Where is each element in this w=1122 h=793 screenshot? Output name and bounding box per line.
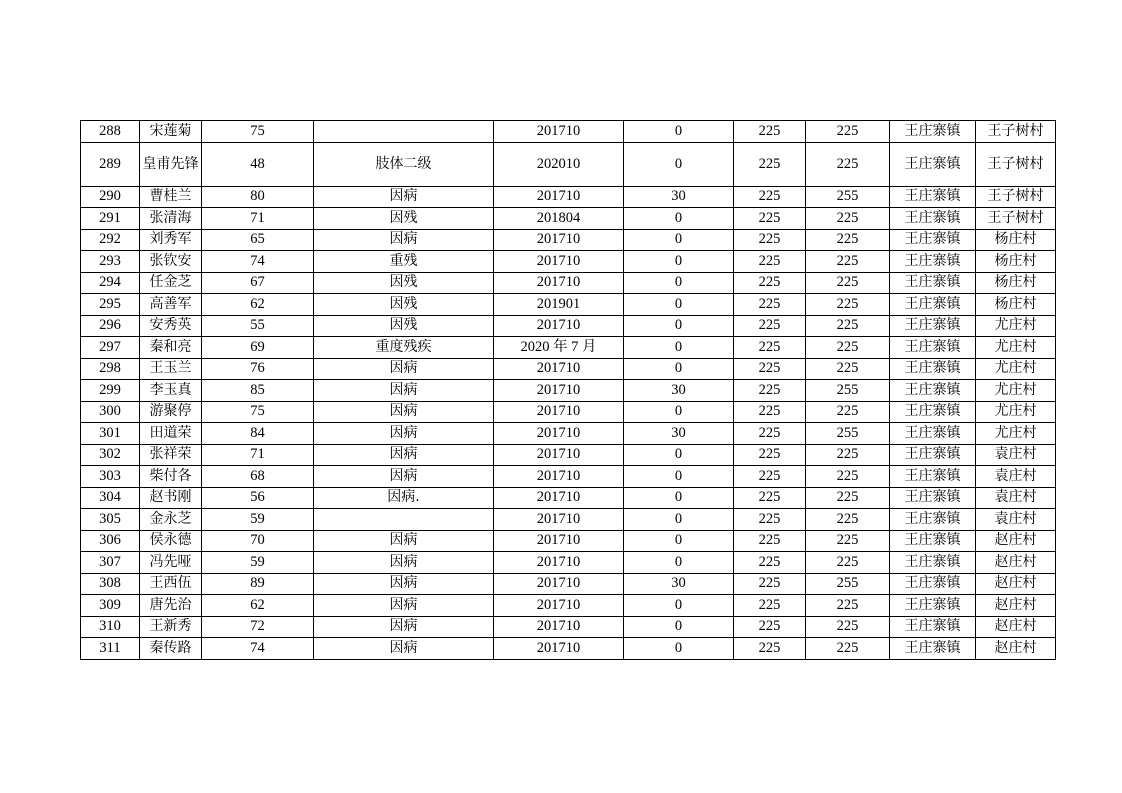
cell-village: 尤庄村 (976, 315, 1056, 337)
cell-town: 王庄寨镇 (890, 487, 976, 509)
cell-village: 尤庄村 (976, 358, 1056, 380)
cell-age: 71 (202, 444, 314, 466)
cell-age: 74 (202, 251, 314, 273)
cell-total: 225 (806, 509, 890, 531)
cell-name: 李玉真 (140, 380, 202, 402)
cell-age: 80 (202, 186, 314, 208)
cell-town: 王庄寨镇 (890, 595, 976, 617)
cell-subsidy-extra: 0 (624, 530, 734, 552)
cell-age: 62 (202, 294, 314, 316)
cell-town: 王庄寨镇 (890, 229, 976, 251)
cell-name: 秦传路 (140, 638, 202, 660)
cell-name: 侯永德 (140, 530, 202, 552)
cell-reason: 因残 (314, 208, 494, 230)
cell-start-date: 201710 (494, 595, 624, 617)
cell-subsidy-extra: 0 (624, 315, 734, 337)
cell-total: 255 (806, 380, 890, 402)
cell-age: 75 (202, 121, 314, 143)
cell-town: 王庄寨镇 (890, 380, 976, 402)
cell-age: 71 (202, 208, 314, 230)
cell-subsidy-extra: 0 (624, 142, 734, 186)
cell-total: 225 (806, 616, 890, 638)
cell-index: 306 (81, 530, 140, 552)
cell-subsidy-extra: 30 (624, 380, 734, 402)
cell-name: 赵书刚 (140, 487, 202, 509)
cell-index: 303 (81, 466, 140, 488)
cell-name: 曹桂兰 (140, 186, 202, 208)
cell-start-date: 201710 (494, 530, 624, 552)
table-row (81, 595, 1056, 617)
cell-town: 王庄寨镇 (890, 466, 976, 488)
table-row (81, 315, 1056, 337)
cell-village: 赵庄村 (976, 530, 1056, 552)
cell-total: 255 (806, 423, 890, 445)
cell-town: 王庄寨镇 (890, 272, 976, 294)
cell-total: 225 (806, 552, 890, 574)
cell-village: 尤庄村 (976, 337, 1056, 359)
cell-subsidy-extra: 0 (624, 638, 734, 660)
table-row (81, 616, 1056, 638)
cell-start-date: 201710 (494, 423, 624, 445)
cell-index: 296 (81, 315, 140, 337)
cell-index: 294 (81, 272, 140, 294)
cell-start-date: 201901 (494, 294, 624, 316)
cell-total: 255 (806, 573, 890, 595)
cell-village: 赵庄村 (976, 552, 1056, 574)
cell-age: 67 (202, 272, 314, 294)
cell-total: 255 (806, 186, 890, 208)
cell-town: 王庄寨镇 (890, 142, 976, 186)
cell-total: 225 (806, 208, 890, 230)
cell-subsidy-base: 225 (734, 530, 806, 552)
cell-start-date: 201710 (494, 573, 624, 595)
cell-village: 赵庄村 (976, 638, 1056, 660)
cell-age: 62 (202, 595, 314, 617)
cell-reason (314, 509, 494, 531)
cell-reason: 因病 (314, 530, 494, 552)
table-row (81, 444, 1056, 466)
cell-name: 唐先治 (140, 595, 202, 617)
cell-town: 王庄寨镇 (890, 552, 976, 574)
table-row (81, 401, 1056, 423)
cell-subsidy-extra: 0 (624, 208, 734, 230)
cell-age: 56 (202, 487, 314, 509)
table-row (81, 552, 1056, 574)
cell-town: 王庄寨镇 (890, 358, 976, 380)
cell-name: 柴付各 (140, 466, 202, 488)
cell-name: 任金芝 (140, 272, 202, 294)
cell-subsidy-base: 225 (734, 423, 806, 445)
cell-index: 308 (81, 573, 140, 595)
table-row (81, 294, 1056, 316)
cell-reason: 重度残疾 (314, 337, 494, 359)
cell-name: 王西伍 (140, 573, 202, 595)
cell-reason: 因病 (314, 552, 494, 574)
cell-village: 赵庄村 (976, 616, 1056, 638)
cell-town: 王庄寨镇 (890, 638, 976, 660)
cell-index: 295 (81, 294, 140, 316)
cell-town: 王庄寨镇 (890, 251, 976, 273)
cell-subsidy-base: 225 (734, 358, 806, 380)
cell-subsidy-extra: 0 (624, 509, 734, 531)
cell-subsidy-base: 225 (734, 444, 806, 466)
cell-index: 311 (81, 638, 140, 660)
cell-start-date: 201710 (494, 509, 624, 531)
cell-start-date: 201710 (494, 380, 624, 402)
cell-index: 299 (81, 380, 140, 402)
cell-village: 尤庄村 (976, 423, 1056, 445)
table-row (81, 186, 1056, 208)
cell-name: 游聚停 (140, 401, 202, 423)
cell-subsidy-extra: 0 (624, 337, 734, 359)
cell-index: 290 (81, 186, 140, 208)
cell-subsidy-base: 225 (734, 186, 806, 208)
cell-subsidy-base: 225 (734, 573, 806, 595)
cell-village: 王子树村 (976, 121, 1056, 143)
cell-total: 225 (806, 401, 890, 423)
cell-town: 王庄寨镇 (890, 337, 976, 359)
cell-subsidy-base: 225 (734, 142, 806, 186)
cell-town: 王庄寨镇 (890, 423, 976, 445)
cell-subsidy-extra: 0 (624, 294, 734, 316)
cell-total: 225 (806, 466, 890, 488)
cell-name: 田道荣 (140, 423, 202, 445)
cell-total: 225 (806, 530, 890, 552)
cell-village: 尤庄村 (976, 401, 1056, 423)
cell-town: 王庄寨镇 (890, 121, 976, 143)
cell-subsidy-extra: 0 (624, 251, 734, 273)
cell-village: 王子树村 (976, 208, 1056, 230)
cell-total: 225 (806, 272, 890, 294)
table-row (81, 208, 1056, 230)
cell-start-date: 202010 (494, 142, 624, 186)
cell-subsidy-extra: 30 (624, 186, 734, 208)
cell-name: 高善军 (140, 294, 202, 316)
cell-town: 王庄寨镇 (890, 186, 976, 208)
cell-subsidy-base: 225 (734, 380, 806, 402)
cell-village: 杨庄村 (976, 229, 1056, 251)
cell-town: 王庄寨镇 (890, 509, 976, 531)
cell-index: 298 (81, 358, 140, 380)
cell-town: 王庄寨镇 (890, 573, 976, 595)
cell-index: 307 (81, 552, 140, 574)
cell-subsidy-base: 225 (734, 272, 806, 294)
table-row (81, 530, 1056, 552)
cell-subsidy-extra: 0 (624, 229, 734, 251)
cell-age: 74 (202, 638, 314, 660)
table-row (81, 142, 1056, 186)
cell-age: 72 (202, 616, 314, 638)
cell-reason: 因病 (314, 616, 494, 638)
cell-reason: 因病 (314, 595, 494, 617)
cell-reason: 因病 (314, 380, 494, 402)
cell-index: 300 (81, 401, 140, 423)
table-row (81, 423, 1056, 445)
cell-town: 王庄寨镇 (890, 616, 976, 638)
cell-index: 305 (81, 509, 140, 531)
cell-village: 袁庄村 (976, 509, 1056, 531)
cell-subsidy-base: 225 (734, 509, 806, 531)
cell-reason: 因病 (314, 401, 494, 423)
cell-subsidy-base: 225 (734, 121, 806, 143)
cell-reason: 因病 (314, 573, 494, 595)
cell-subsidy-base: 225 (734, 208, 806, 230)
cell-reason: 因残 (314, 294, 494, 316)
cell-subsidy-extra: 0 (624, 466, 734, 488)
table-row (81, 272, 1056, 294)
cell-reason: 因病 (314, 186, 494, 208)
cell-total: 225 (806, 251, 890, 273)
cell-village: 王子树村 (976, 186, 1056, 208)
cell-subsidy-base: 225 (734, 466, 806, 488)
records-table (80, 120, 1056, 660)
cell-town: 王庄寨镇 (890, 294, 976, 316)
cell-reason: 因病. (314, 487, 494, 509)
cell-name: 秦和亮 (140, 337, 202, 359)
cell-subsidy-base: 225 (734, 401, 806, 423)
cell-village: 袁庄村 (976, 444, 1056, 466)
cell-subsidy-base: 225 (734, 638, 806, 660)
cell-start-date: 201710 (494, 272, 624, 294)
cell-start-date: 201710 (494, 251, 624, 273)
cell-total: 225 (806, 444, 890, 466)
cell-start-date: 201804 (494, 208, 624, 230)
cell-start-date: 201710 (494, 358, 624, 380)
table-row (81, 337, 1056, 359)
cell-age: 69 (202, 337, 314, 359)
cell-total: 225 (806, 121, 890, 143)
cell-village: 袁庄村 (976, 487, 1056, 509)
cell-age: 68 (202, 466, 314, 488)
cell-name: 冯先哑 (140, 552, 202, 574)
table-row (81, 229, 1056, 251)
cell-total: 225 (806, 294, 890, 316)
cell-reason: 重残 (314, 251, 494, 273)
cell-town: 王庄寨镇 (890, 315, 976, 337)
cell-total: 225 (806, 229, 890, 251)
cell-index: 304 (81, 487, 140, 509)
cell-name: 刘秀军 (140, 229, 202, 251)
cell-index: 310 (81, 616, 140, 638)
table-row (81, 487, 1056, 509)
cell-reason: 因病 (314, 358, 494, 380)
cell-name: 皇甫先锋 (140, 142, 202, 186)
cell-subsidy-extra: 30 (624, 573, 734, 595)
cell-subsidy-base: 225 (734, 315, 806, 337)
cell-subsidy-base: 225 (734, 595, 806, 617)
cell-town: 王庄寨镇 (890, 530, 976, 552)
cell-total: 225 (806, 487, 890, 509)
table-row (81, 251, 1056, 273)
cell-start-date: 2020 年 7 月 (494, 337, 624, 359)
cell-start-date: 201710 (494, 638, 624, 660)
table-row (81, 638, 1056, 660)
cell-village: 赵庄村 (976, 595, 1056, 617)
table-body (81, 121, 1056, 660)
cell-total: 225 (806, 315, 890, 337)
cell-index: 291 (81, 208, 140, 230)
cell-total: 225 (806, 595, 890, 617)
cell-subsidy-extra: 0 (624, 121, 734, 143)
cell-reason: 因残 (314, 315, 494, 337)
cell-reason: 因病 (314, 229, 494, 251)
table-row (81, 380, 1056, 402)
table-row (81, 121, 1056, 143)
cell-start-date: 201710 (494, 466, 624, 488)
cell-reason: 因病 (314, 638, 494, 660)
cell-village: 赵庄村 (976, 573, 1056, 595)
cell-name: 安秀英 (140, 315, 202, 337)
cell-village: 杨庄村 (976, 272, 1056, 294)
cell-index: 293 (81, 251, 140, 273)
cell-village: 袁庄村 (976, 466, 1056, 488)
cell-name: 金永芝 (140, 509, 202, 531)
table-row (81, 466, 1056, 488)
cell-age: 70 (202, 530, 314, 552)
cell-age: 85 (202, 380, 314, 402)
cell-age: 65 (202, 229, 314, 251)
cell-village: 杨庄村 (976, 294, 1056, 316)
cell-name: 张祥荣 (140, 444, 202, 466)
cell-village: 杨庄村 (976, 251, 1056, 273)
cell-town: 王庄寨镇 (890, 208, 976, 230)
cell-subsidy-extra: 0 (624, 272, 734, 294)
cell-name: 王玉兰 (140, 358, 202, 380)
cell-age: 59 (202, 509, 314, 531)
cell-reason: 因病 (314, 444, 494, 466)
cell-town: 王庄寨镇 (890, 401, 976, 423)
cell-start-date: 201710 (494, 315, 624, 337)
cell-index: 289 (81, 142, 140, 186)
cell-age: 75 (202, 401, 314, 423)
cell-index: 288 (81, 121, 140, 143)
cell-reason: 因病 (314, 423, 494, 445)
cell-subsidy-extra: 0 (624, 487, 734, 509)
cell-subsidy-base: 225 (734, 251, 806, 273)
cell-subsidy-extra: 0 (624, 444, 734, 466)
cell-reason: 因病 (314, 466, 494, 488)
cell-age: 76 (202, 358, 314, 380)
table-row (81, 358, 1056, 380)
cell-index: 292 (81, 229, 140, 251)
cell-village: 王子树村 (976, 142, 1056, 186)
cell-subsidy-base: 225 (734, 616, 806, 638)
cell-reason: 肢体二级 (314, 142, 494, 186)
cell-age: 55 (202, 315, 314, 337)
table-row (81, 573, 1056, 595)
cell-total: 225 (806, 142, 890, 186)
cell-total: 225 (806, 337, 890, 359)
cell-index: 309 (81, 595, 140, 617)
cell-start-date: 201710 (494, 121, 624, 143)
cell-subsidy-base: 225 (734, 294, 806, 316)
cell-subsidy-extra: 0 (624, 401, 734, 423)
cell-age: 48 (202, 142, 314, 186)
cell-subsidy-extra: 30 (624, 423, 734, 445)
cell-start-date: 201710 (494, 401, 624, 423)
cell-subsidy-base: 225 (734, 337, 806, 359)
cell-start-date: 201710 (494, 186, 624, 208)
cell-subsidy-base: 225 (734, 552, 806, 574)
cell-start-date: 201710 (494, 616, 624, 638)
cell-village: 尤庄村 (976, 380, 1056, 402)
cell-subsidy-extra: 0 (624, 358, 734, 380)
cell-start-date: 201710 (494, 444, 624, 466)
cell-subsidy-base: 225 (734, 229, 806, 251)
cell-reason (314, 121, 494, 143)
cell-reason: 因残 (314, 272, 494, 294)
cell-name: 王新秀 (140, 616, 202, 638)
cell-age: 89 (202, 573, 314, 595)
cell-total: 225 (806, 358, 890, 380)
cell-start-date: 201710 (494, 229, 624, 251)
cell-index: 301 (81, 423, 140, 445)
cell-town: 王庄寨镇 (890, 444, 976, 466)
cell-subsidy-base: 225 (734, 487, 806, 509)
cell-subsidy-extra: 0 (624, 552, 734, 574)
cell-total: 225 (806, 638, 890, 660)
cell-subsidy-extra: 0 (624, 616, 734, 638)
cell-age: 59 (202, 552, 314, 574)
cell-start-date: 201710 (494, 487, 624, 509)
table-row (81, 509, 1056, 531)
cell-age: 84 (202, 423, 314, 445)
cell-name: 张钦安 (140, 251, 202, 273)
cell-name: 张清海 (140, 208, 202, 230)
cell-subsidy-extra: 0 (624, 595, 734, 617)
cell-index: 302 (81, 444, 140, 466)
cell-index: 297 (81, 337, 140, 359)
cell-start-date: 201710 (494, 552, 624, 574)
cell-name: 宋莲菊 (140, 121, 202, 143)
